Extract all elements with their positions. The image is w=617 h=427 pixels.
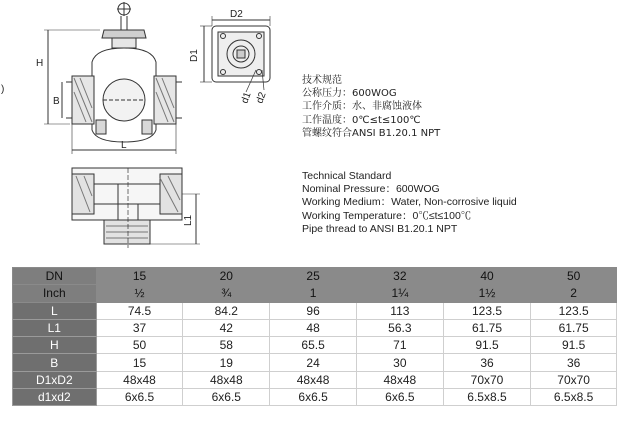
table-header-cell: ¾ (183, 285, 270, 302)
dim-label-h: H (36, 58, 44, 69)
spec-cn-medium: 工作介质：水、非腐蚀液体 (302, 101, 422, 113)
table-cell: 37 (96, 319, 183, 336)
table-header-cell: 50 (531, 268, 617, 285)
table-header-row-dn (13, 268, 617, 285)
table-cell: 58 (183, 337, 270, 354)
table-cell: 123.5 (531, 302, 617, 319)
table-cell: 50 (96, 337, 183, 354)
dim-label-b: B (53, 96, 60, 107)
spec-cn-temperature: 工作温度：0℃≤t≤100℃ (302, 114, 421, 126)
table-cell: 6x6.5 (96, 389, 183, 406)
table-header-cell: ½ (96, 285, 183, 302)
dim-label-l1: L1 (183, 214, 194, 226)
spec-cn-title: 技术规范 (302, 75, 342, 86)
mounting-pad-view (200, 16, 270, 92)
table-header-cell: 15 (96, 268, 183, 285)
spec-cn-thread: 管螺纹符合ANSI B1.20.1 NPT (302, 127, 441, 139)
table-header-cell: 25 (270, 268, 357, 285)
table-cell: 15 (96, 354, 183, 371)
table-row-label: d1xd2 (13, 389, 97, 406)
table-cell: 74.5 (96, 302, 183, 319)
table-cell: 48x48 (183, 371, 270, 388)
table-header-cell: 1 (270, 285, 357, 302)
spec-en-medium: Working Medium：Water, Non-corrosive liquid (302, 196, 517, 209)
table-row-label: H (13, 337, 97, 354)
table-cell: 42 (183, 319, 270, 336)
dim-label-d1: D1 (189, 49, 200, 62)
table-cell: 70x70 (531, 371, 617, 388)
table-header-label: Inch (13, 285, 97, 302)
table-cell: 30 (356, 354, 443, 371)
table-cell: 36 (443, 354, 530, 371)
table-row (13, 319, 617, 336)
spec-en-title: Technical Standard (302, 170, 392, 182)
spec-chinese (302, 74, 440, 140)
table-cell: 96 (270, 302, 357, 319)
table-row (13, 354, 617, 371)
table-cell: 61.75 (531, 319, 617, 336)
dim-label-small-d1: d1 (239, 90, 254, 106)
table-cell: 19 (183, 354, 270, 371)
cropped-edge-mark: ) (1, 84, 5, 95)
table-row-label: L (13, 302, 97, 319)
table-row (13, 302, 617, 319)
table-header-cell: 1½ (443, 285, 530, 302)
table-cell: 61.75 (443, 319, 530, 336)
table-header-label: DN (13, 268, 97, 285)
table-cell: 48x48 (270, 371, 357, 388)
table-cell: 48x48 (356, 371, 443, 388)
table-header-cell: 32 (356, 268, 443, 285)
dim-label-small-d2: d2 (254, 90, 269, 106)
spec-en-temperature: Working Temperature：0℃≤t≤100℃ (302, 209, 472, 222)
spec-english (302, 170, 517, 236)
table-cell: 6.5x8.5 (443, 389, 530, 406)
table-row (13, 337, 617, 354)
dim-label-d2: D2 (230, 9, 243, 20)
valve-side-view (44, 2, 182, 154)
table-cell: 6x6.5 (356, 389, 443, 406)
table-cell: 84.2 (183, 302, 270, 319)
table-row-label: D1xD2 (13, 371, 97, 388)
table-cell: 65.5 (270, 337, 357, 354)
table-header-cell: 20 (183, 268, 270, 285)
spec-en-thread: Pipe thread to ANSI B1.20.1 NPT (302, 222, 458, 235)
table-cell: 71 (356, 337, 443, 354)
table-header-row-inch (13, 285, 617, 302)
table-header-cell: 1¼ (356, 285, 443, 302)
table-row (13, 389, 617, 406)
table-cell: 24 (270, 354, 357, 371)
table-header-cell: 40 (443, 268, 530, 285)
table-cell: 48x48 (96, 371, 183, 388)
table-cell: 113 (356, 302, 443, 319)
table-row (13, 371, 617, 388)
table-cell: 36 (531, 354, 617, 371)
table-cell: 6.5x8.5 (531, 389, 617, 406)
table-cell: 56.3 (356, 319, 443, 336)
spec-en-pressure: Nominal Pressure：600WOG (302, 183, 440, 196)
table-cell: 91.5 (531, 337, 617, 354)
table-cell: 123.5 (443, 302, 530, 319)
valve-section-view (72, 168, 200, 248)
table-cell: 91.5 (443, 337, 530, 354)
spec-cn-pressure: 公称压力：600WOG (302, 88, 397, 100)
table-cell: 6x6.5 (270, 389, 357, 406)
dimension-table (12, 267, 617, 406)
table-cell: 6x6.5 (183, 389, 270, 406)
table-cell: 70x70 (443, 371, 530, 388)
table-header-cell: 2 (531, 285, 617, 302)
table-row-label: B (13, 354, 97, 371)
dim-label-l: L (121, 140, 127, 151)
table-row-label: L1 (13, 319, 97, 336)
table-cell: 48 (270, 319, 357, 336)
